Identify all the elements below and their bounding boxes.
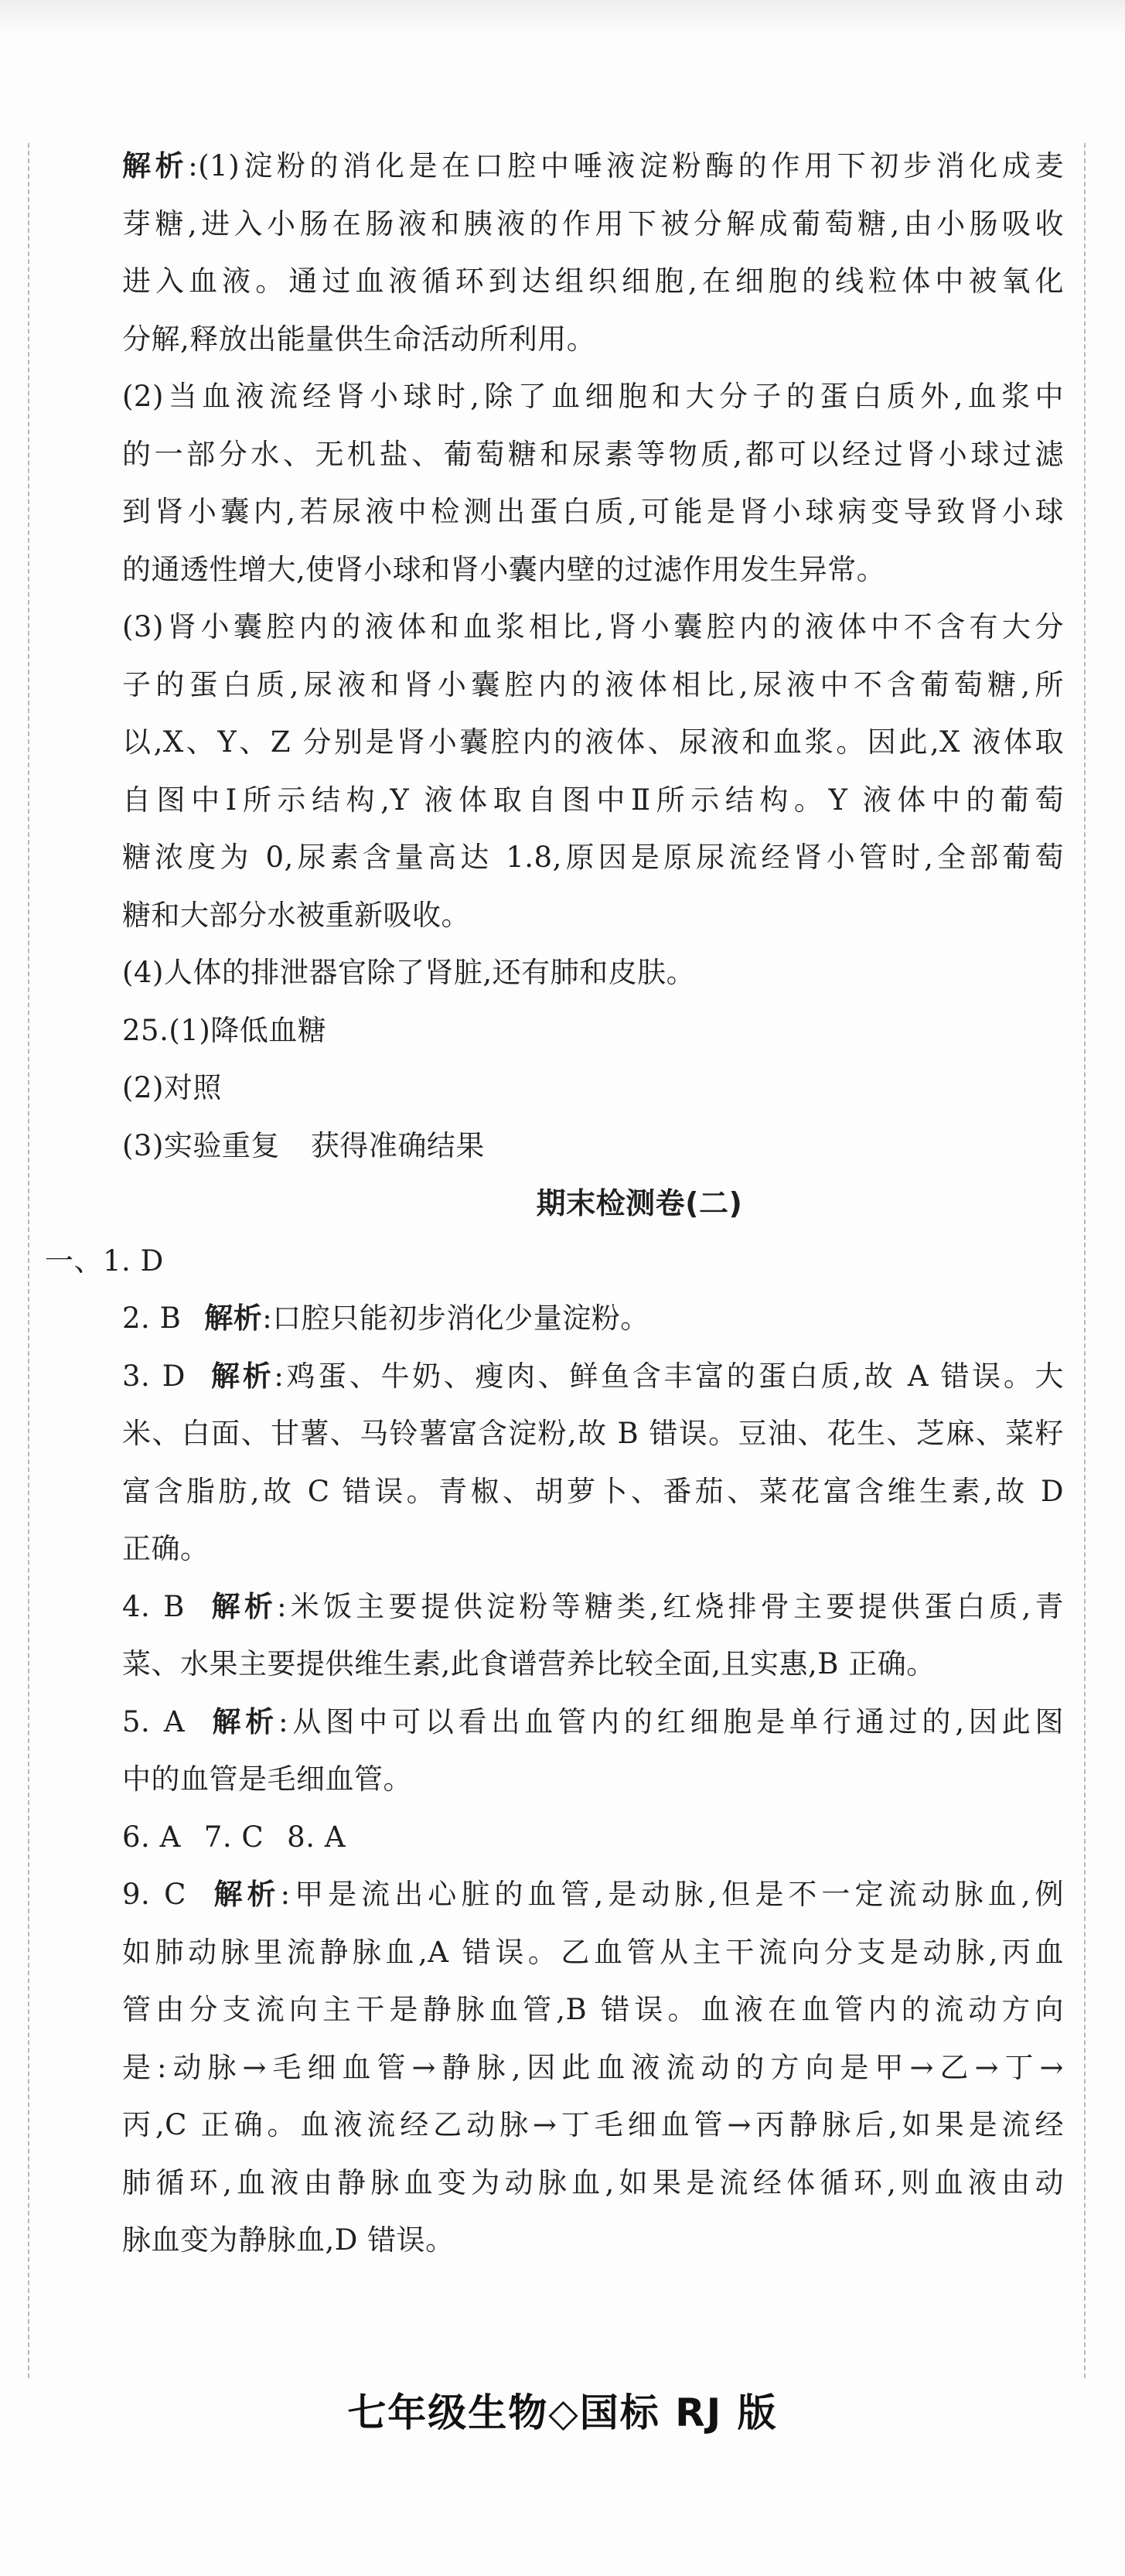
text-line: 的通透性增大,使肾小球和肾小囊内壁的过滤作用发生异常。 (122, 552, 886, 586)
text-line: 自图中Ⅰ所示结构,Y 液体取自图中Ⅱ所示结构。Y 液体中的葡萄 (122, 783, 1064, 817)
analysis-label: 解析 (209, 1878, 281, 1911)
text-line: 芽糖,进入小肠在肠液和胰液的作用下被分解成葡萄糖,由小肠吸收 (122, 206, 1064, 241)
analysis-label: 解析 (122, 149, 189, 183)
text-line: (4)人体的排泄器官除了肾脏,还有肺和皮肤。 (122, 956, 696, 989)
text-line: 米、白面、甘薯、马铃薯富含淀粉,故 B 错误。豆油、花生、芝麻、菜籽 (122, 1417, 1064, 1450)
answer-q9: 9. C 解析:甲是流出心脏的血管,是动脉,但是不一定流动脉血,例 (122, 1878, 1065, 1911)
text-line: 糖浓度为 0,尿素含量高达 1.8,原因是原尿流经肾小管时,全部葡萄 (122, 841, 1064, 874)
section-one-q1: 一、1. D (45, 1244, 164, 1278)
footer-book-title: 七年级生物◇国标 RJ 版 (347, 2390, 778, 2435)
analysis-label: 解析 (208, 1704, 279, 1738)
answer-q2: 2. B 解析:口腔只能初步消化少量淀粉。 (122, 1302, 649, 1335)
answer-25-3: (3)实验重复 获得准确结果 (122, 1128, 485, 1162)
text-line: 管由分支流向主干是静脉血管,B 错误。血液在血管内的流动方向 (122, 1993, 1064, 2026)
scan-top-edge (0, 0, 1125, 32)
answer-q3: 3. D 解析:鸡蛋、牛奶、瘦肉、鲜鱼含丰富的蛋白质,故 A 错误。大 (122, 1359, 1065, 1393)
analysis-label: 解析 (207, 1589, 278, 1623)
right-dashed-margin-line (1084, 143, 1086, 2378)
answers-q6-q8: 6. A 7. C 8. A (122, 1820, 346, 1854)
answer-q4: 4. B 解析:米饭主要提供淀粉等糖类,红烧排骨主要提供蛋白质,青 (122, 1589, 1064, 1623)
text-line: 脉血变为静脉血,D 错误。 (122, 2223, 455, 2257)
text-line: 丙,C 正确。血液流经乙动脉→丁毛细血管→丙静脉后,如果是流经 (122, 2108, 1064, 2141)
text-line: 糖和大部分水被重新吸收。 (122, 898, 470, 932)
text-line: 富含脂肪,故 C 错误。青椒、胡萝卜、番茄、菜花富含维生素,故 D (122, 1474, 1064, 1508)
text-line: 是:动脉→毛细血管→静脉,因此血液流动的方向是甲→乙→丁→ (122, 2050, 1064, 2084)
text-line: 如肺动脉里流静脉血,A 错误。乙血管从主干流向分支是动脉,丙血 (122, 1935, 1064, 1969)
text-line: 正确。 (122, 1532, 210, 1565)
text-line: 的一部分水、无机盐、葡萄糖和尿素等物质,都可以经过肾小球过滤 (122, 437, 1064, 471)
answer-content (45, 138, 1065, 2270)
section-title: 期末检测卷(二) (536, 1186, 743, 1220)
text-line: (3)肾小囊腔内的液体和血浆相比,肾小囊腔内的液体中不含有大分 (122, 610, 1064, 643)
analysis-label: 解析 (208, 1359, 274, 1393)
answer-25-1: 25.(1)降低血糖 (122, 1013, 327, 1047)
text-line: 中的血管是毛细血管。 (122, 1762, 412, 1796)
text-line: 解析:(1)淀粉的消化是在口腔中唾液淀粉酶的作用下初步消化成麦 (122, 149, 1065, 183)
text-line: 分解,释放出能量供生命活动所利用。 (122, 322, 596, 356)
text-line: 以,X、Y、Z 分别是肾小囊腔内的液体、尿液和血浆。因此,X 液体取 (122, 725, 1064, 759)
analysis-label: 解析 (204, 1302, 263, 1335)
left-dashed-margin-line (28, 143, 29, 2378)
text-line: 到肾小囊内,若尿液中检测出蛋白质,可能是肾小球病变导致肾小球 (122, 495, 1064, 528)
answer-25-2: (2)对照 (122, 1071, 222, 1104)
text-line: (2)当血液流经肾小球时,除了血细胞和大分子的蛋白质外,血浆中 (122, 380, 1064, 413)
text-line: 肺循环,血液由静脉血变为动脉血,如果是流经体循环,则血液由动 (122, 2165, 1064, 2199)
text-line: 进入血液。通过血液循环到达组织细胞,在细胞的线粒体中被氧化 (122, 264, 1064, 298)
answer-q5: 5. A 解析:从图中可以看出血管内的红细胞是单行通过的,因此图 (122, 1704, 1064, 1738)
text-line: 菜、水果主要提供维生素,此食谱营养比较全面,且实惠,B 正确。 (122, 1647, 936, 1680)
text-line: 子的蛋白质,尿液和肾小囊腔内的液体相比,尿液中不含葡萄糖,所 (122, 667, 1064, 701)
